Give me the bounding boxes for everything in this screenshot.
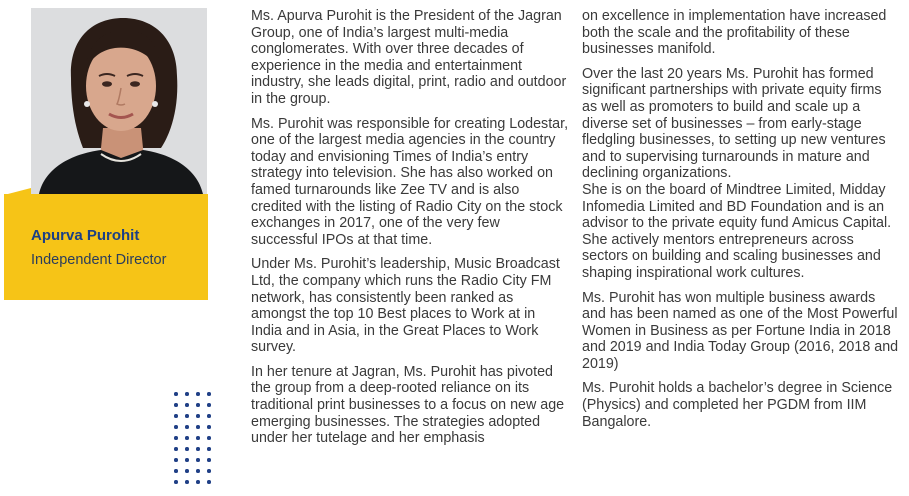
profile-photo bbox=[31, 8, 207, 194]
dot bbox=[196, 425, 200, 429]
dot bbox=[174, 403, 178, 407]
person-name: Apurva Purohit bbox=[31, 227, 140, 244]
dot bbox=[196, 403, 200, 407]
dot bbox=[185, 436, 189, 440]
bio-paragraph: She is on the board of Mindtree Limited, Midday Infomedia Limited and BD Foundation and is an advisor to the private equity fund Amicus Capital. She actively mentors entrepreneurs across sectors on building and scaling businesses and shaping inspirational work cultures. bbox=[582, 181, 892, 281]
dot bbox=[196, 414, 200, 418]
bio-paragraph: Ms. Purohit has won multiple business awards and has been named as one of the Most Powerful Women in Business as per Fortune India in 2018 and 2019 and India Today Group (2016, 2018 and 2019) bbox=[582, 289, 899, 372]
dot bbox=[196, 392, 200, 396]
dot bbox=[207, 425, 211, 429]
portrait-image bbox=[31, 8, 207, 194]
bio-paragraph: Under Ms. Purohit’s leadership, Music Broadcast Ltd, the company which runs the Radio City FM network, has consistently been ranked as amongst the top 10 Best places to Work at in India and in Asia, in the Great Places to Work survey. bbox=[251, 256, 560, 356]
dot bbox=[207, 447, 211, 451]
dot bbox=[174, 436, 178, 440]
dot bbox=[196, 469, 200, 473]
name-block bbox=[31, 226, 166, 270]
dot bbox=[196, 458, 200, 462]
dot bbox=[174, 392, 178, 396]
dot bbox=[207, 458, 211, 462]
dot bbox=[185, 458, 189, 462]
bio-paragraph: In her tenure at Jagran, Ms. Purohit has pivoted the group from a deep-rooted reliance on its traditional print businesses to a focus on new age emerging businesses. The strategies adopted under her tutelage and her emphasis bbox=[251, 363, 565, 447]
dot bbox=[207, 436, 211, 440]
dot bbox=[207, 480, 211, 484]
dot bbox=[185, 425, 189, 429]
dot bbox=[185, 414, 189, 418]
dot bbox=[174, 425, 178, 429]
dot-pattern-decoration bbox=[174, 392, 218, 496]
dot bbox=[174, 480, 178, 484]
bio-paragraph: on excellence in implementation have increased both the scale and the profitability of these businesses manifold. bbox=[582, 8, 887, 58]
dot bbox=[185, 392, 189, 396]
bio-paragraph: Over the last 20 years Ms. Purohit has formed significant partnerships with private equity firms as well as promoters to build and scale up a diverse set of businesses – from early-stage fledgling businesses, to setting up new ventures and to supervising turnarounds in mature and declining organizations. bbox=[582, 65, 886, 182]
dot bbox=[207, 414, 211, 418]
dot bbox=[174, 458, 178, 462]
dot bbox=[185, 469, 189, 473]
dot bbox=[196, 436, 200, 440]
bio-paragraph: Ms. Apurva Purohit is the President of the Jagran Group, one of India’s largest multi-media conglomerates. With over three decades of experience in the media and entertainment industry, she leads digital, print, radio and outdoor in the group. bbox=[251, 8, 567, 107]
bio-paragraph: Ms. Purohit holds a bachelor’s degree in Science (Physics) and completed her PGDM from IIM Bangalore. bbox=[582, 380, 893, 430]
dot bbox=[185, 447, 189, 451]
dot bbox=[207, 403, 211, 407]
dot bbox=[185, 480, 189, 484]
bio-paragraph: Ms. Purohit was responsible for creating Lodestar, one of the largest media agencies in the country today and envisioning Times of India’s entry strategy into television. She has also worked on famed turnarounds like Zee TV and is also credited with the listing of Radio City on the stock exchanges in 2017, one of the very few successful IPOs at that time. bbox=[251, 115, 569, 248]
dot bbox=[174, 447, 178, 451]
dot bbox=[196, 480, 200, 484]
dot bbox=[196, 447, 200, 451]
person-role: Independent Director bbox=[31, 252, 167, 268]
bio-column-1 bbox=[251, 8, 569, 455]
dot bbox=[207, 469, 211, 473]
dot bbox=[174, 414, 178, 418]
dot bbox=[207, 392, 211, 396]
dot bbox=[174, 469, 178, 473]
bio-column-2 bbox=[582, 8, 900, 438]
dot bbox=[185, 403, 189, 407]
